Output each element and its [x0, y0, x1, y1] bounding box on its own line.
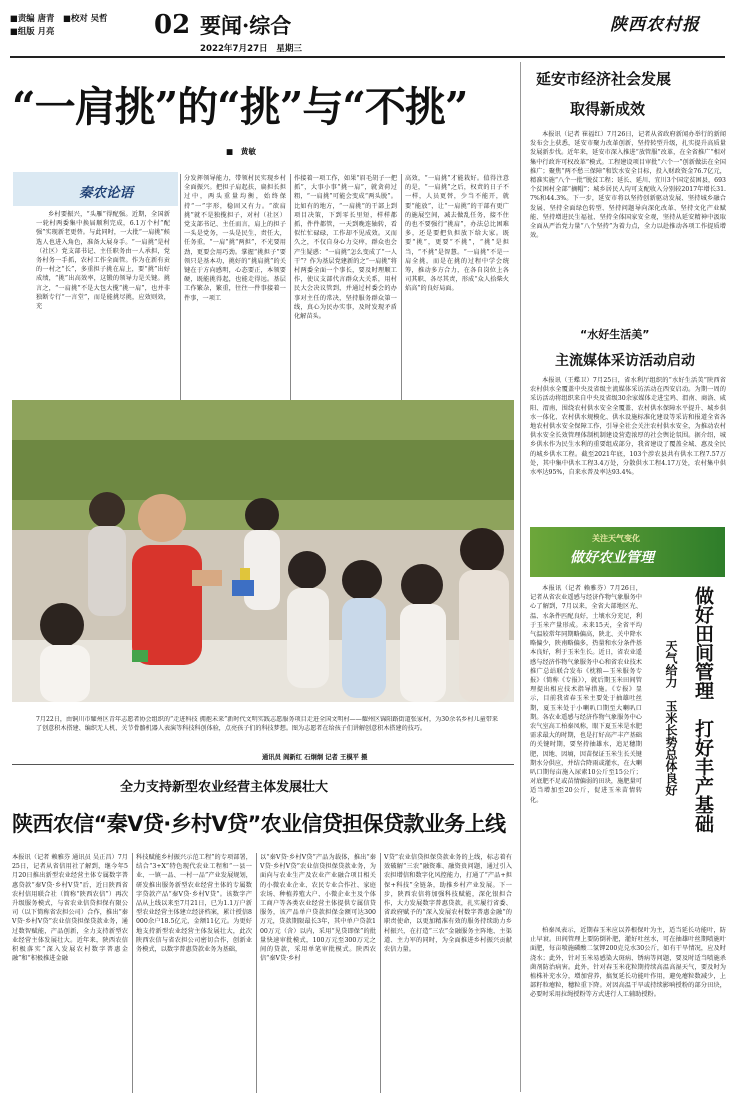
main-headline: “一肩挑”的“挑”与“不挑”: [12, 83, 468, 131]
bottom-col-divider-1: [132, 853, 133, 1093]
credit-editor: ■责编 唐青: [10, 13, 55, 23]
bottom-kicker: 全力支持新型农业经营主体发展壮大: [120, 780, 329, 795]
bottom-headline: 陕西农信“秦V贷·乡村V贷”农业信贷担保贷款业务上线: [12, 812, 506, 836]
news-photo: [12, 400, 514, 702]
divider-above-bottom: [12, 764, 514, 765]
bottom-col-divider-2: [256, 853, 257, 1093]
photo-credit: 通讯员 阎新红 石炯炯 记者 王模平 摄: [262, 754, 368, 761]
main-col-3: 作接着一项工作，如果“眉毛胡子一把抓”，大事小事“挑一肩”，就贪荷过粗，“一肩挑”可能会变成“两头脱”。比如有的地方，“一肩挑”的干部上到项目决策，下到零长里短，样样都抓，件件都管，一天到晚连轴转，看似忙忙碌碌，工作却不见成效。又而久之，不仅自身心力交瘁，群众也会产生疑惑：“一肩挑”怎么变成了“一人干”？作为基层党建新的之“一肩挑”将村两委全面一个事长，要及时理顺工作，使议支部代言群众大关系，用村民大会决议管到，并通过村委会的办事对主任的常决，坚持服务群众第一线，真心为民办实事，及时发现矛盾化解苗头。: [294, 175, 397, 321]
yanan-title-1: 延安市经济社会发展: [536, 70, 672, 88]
credit-proofreader: ■校对 吴哲: [63, 13, 108, 23]
page-number: 02: [154, 10, 191, 40]
paper-name: 陕西农村报: [610, 15, 700, 35]
header-rule: [10, 56, 725, 58]
bottom-col-divider-3: [380, 853, 381, 1093]
section-title: 要闻·综合: [200, 13, 292, 38]
main-col-4: 高效，“一肩挑”才能栽好。值得注意的是，“一肩挑”之后，权责的日子不一样，人员更替，少当不能开，就要“能放”，让“一肩挑”的干部有更广的施展空间，减去做乱任务，接不住的也不要强行“挑肩”，办法总比困难多，还是要把负担放下给大家。既要“挑”，更要“不挑”，“挑”是担当，“不挑”是智慧。“一肩挑”不是一肩全挑，而是在挑的过程中学会统筹，推动多方合力，在各自岗位上各司其职、各尽其责，形成“众人拾柴火焰高”的良好局面。: [405, 175, 509, 293]
photo-caption-text: 7月22日，由铜川市耀州区青年志愿者协会组织的“走进科技 拥抱未来”新时代文明实践志愿服务项目走进全国文明村——耀州区锦阳路街道张家村，为30余名乡村儿童带来了创意积木搭建、编织无人机、关节骨骼机器人表演等科技科创体验，点亮孩子们的科技梦想。图为志愿者在给孩子们讲解创意积木搭建的技巧。: [36, 716, 498, 732]
column-label: 秦农论语: [79, 185, 133, 201]
weather-banner: [530, 527, 725, 577]
weather-text-narrow: 本报讯（记者 赖雅芬）7月26日，记者从省农业遥感与经济作物气象服务中心了解到，7月以来，全省大部地区光、温、水条件匹配良好，土壤水分充足，利于玉米产量形成。未来15天，全省平均气温较常年同期略偏高，陕北、关中降水略偏少，陕南略偏多，热量和水分条件基本良好，利于玉米生长。近日，省农业遥感与经济作物气象服务中心和省农业技术推广总站联合发布《枕粮—玉米服务专报》（简称《专报》），就后期玉米田间管理提出相应技术指导措施。《专报》显示，目前我省春玉米主要处于抽雄吐丝期，夏玉米处于小喇叭口期至大喇叭口期。各农业遥感与经济作物气象服务中心农气室高工柏秦凤称，眼下夏玉米是水肥需求最大的时期，也是打好高产丰产基础的关键时期，要坚持抽雄水，追足穗期肥，因地、因墒，因苗保证玉米生长关键期水分供应，并结合降雨或灌水，在大喇叭口期每亩施入尿素10公斤至15公斤；对底肥不足或苗情偏弱的田块，施肥量可适当增加至20公斤，促进玉米苗情转化。: [530, 585, 642, 804]
water-text: 本报讯（王蝶卫）7月25日，省水利厅组织的“水好生活美”陕西省农村供水全覆盖中央及省级主流媒体采访活动在西安启动。为期一周的采访活动将组织来自中央及省级30余家媒体走进宝鸡、渭南、商洛、咸阳、渭南，围绕农村供水安全全覆盖、农村供水保障水平提升、城乡供水一体化、农村供水规模化、供水设施标准化建设等采访和报道全省各地农村供水安全保障工作，引导全社会关注农村供水安全，为推动农村供水安全长效管理体制机制建设营造浓厚的社会舆论氛围。据介绍，城乡供水作为民生水利的重要组成部分，我省建设了覆盖全城、惠及全民的城乡供水工程。截至2021年底，103个涉农县共有供水工程7.57万处，其中集中供水工程3.4万处，分散供水工程4.17万处，农村集中供水率达95%，自来水普及率达93.4%。: [530, 377, 726, 477]
main-col-2: 分发挥领导能力，带领村民实现乡村全面振兴。把担子肩起扶，扁担长担过中，两头重量均衡，始终保持“一”字形，稳固又有力。“欲肩挑”就不是独揽担子，对村（社区）党支部书记、主任而言，肩上的担子一头是党务，一头是民生，责任大，任务重，“一肩”挑“两担”，不光要用劲，更要会用巧劲。掌握“挑担子”要领只是基本功，挑好的“挑肩挑”的关键在于方向感明，心态要正，本领要硬，既能挑得起，也能走得远。基层工作繁杂，繁重，往往一件事接着一件事，一项工: [184, 175, 286, 302]
right-column-divider: [520, 62, 521, 1092]
bottom-col-1: 本报讯（记者 赖雅芬 通讯员 吴正昌）7月25日，记者从省信用社了解到，继今年5月20日推出新型农业经营主体专属数字普惠贷款“秦V贷·乡村V贷”后，近日陕西省农村信用联合社（简称“陕西农信”）再次升级服务模式，与省农业信贷担保有限公司（以下简称省农担公司）合作，推出“秦V贷·乡村V贷”农业信贷担保贷款业务，通过数智赋能，产品创新，全力支持新型农业经营主体发展壮大。近年来，陕西农信积极落实“深入发展农村数字普惠金融”和“积极推进金融: [12, 854, 128, 963]
header-credits: [10, 12, 150, 38]
weather-headline-main: 做好田间管理 打好丰产基础: [692, 586, 714, 833]
bottom-col-3: 以“秦V贷·乡村V贷”产品为载体，推出“秦V贷·乡村V贷”农业信贷担保贷款业务，为面向与农业生产及农业产业融合项目相关的小微农业企业、农民专业合作社、家庭农场、种植养殖大户、小微企业主及个体工商户等各类农业经营主体提供专属信贷服务，该产品单户贷款担保金额可达300万元，贷款期限最长3年，其中单户贷款100万元（含）以内，采用“见贷即保”的批量快速审批模式，100万元至300万元之间的贷款，采用单笔审批模式。陕西农信“秦V贷·乡村: [260, 854, 376, 963]
weather-banner-big: 做好农业管理: [570, 550, 654, 566]
bottom-col-2: 科技赋能乡村振兴示范工程”的专项部署，结合“3+X”特色现代农业工程和“一县一业、一镇一品、一村一品”产业发展规划，研发推出服务新型农业经营主体的专属数字贷款产品“秦V贷·乡村V贷”。该数字产品从上线以来至7月21日，已为1.1万户新型农业经营主体建立经济档案，累计授信8000余户18.5亿元，金额11亿元。为更好地支持新型农业经营主体发展壮大，此次陕西农信与省农担公司密切合作，创新业务模式，以数字普惠贷款业务为基础，: [136, 854, 252, 954]
weather-banner-small: 关注天气变化: [592, 533, 640, 543]
column-logo: [13, 172, 178, 206]
weather-headline-sub: 天气给力 玉米长势总体良好: [664, 640, 678, 796]
water-kicker: “水好生活美”: [580, 328, 650, 341]
photo-illustration: [12, 400, 514, 702]
water-title: 主流媒体采访活动启动: [555, 353, 695, 369]
yanan-title-2: 取得新成效: [570, 100, 646, 118]
credit-layout: ■组版 月亮: [10, 26, 55, 36]
main-author: ■ 黄敏: [226, 147, 256, 156]
issue-date: 2022年7月27日 星期三: [200, 44, 303, 54]
yanan-text: 本报讯（记者 崔福红）7月26日，记者从省政府新闻办举行的新闻发布会上获悉，延安市聚力改革创新，坚持转型升级，扎实提升高质量发展新步伐。近年来，延安市深入推进“放管服”改革，在全省推广“相对集中行政许可权改革”模式。工程建设项目审批“六个一”创新做法在全国推广；聚焦“两不愁三保障”和饮水安全目标，投入财政资金76.7亿元，精准实施“八个一批”脱贫工程；延长、延川、宜川3个国定贫困县，693个贫困村全部“摘帽”；城乡居民人均可支配收入分别较2017年增长31.7%和44.3%。下一步，延安市将以坚持创新驱动发展、坚持城乡融合发展、坚持全面绿色转型、坚持问题导向深化改革、坚持文化产业赋能、坚持增进民生福祉、坚持全体国家安全观，坚持从延安精神中汲取全面从严治党力量“八个坚持”为着力点，全力以赴推动各项工作提质增效。: [530, 131, 726, 240]
bottom-col-4: V贷”农业信贷担保贷款业务的上线，标志着有效破解“三农”融资难、融资贵问题，通过引入农担增信和数字化风控能力，打通了“产品+担保+科技”全链条，助推乡村产业发展。下一步，陕西农信将加强科技赋能，深化银担合作，大力发展数字普惠贷款，扎实履行省委、省政府赋予的“深入发展农村数字普惠金融”的职责使命，以更加精准有效的服务持续助力乡村振兴，在打造“三农”金融服务主阵地、主渠道、主力军的同时，为全面推进乡村振兴贡献农信力量。: [384, 854, 512, 954]
weather-text-wide: 柏秦凤表示，近期春玉米应以养根保叶为主，适当延长功能叶，防止早衰。田间管理上要防倒补肥，灌好吐丝水，可在抽雄叶丝期喷施叶面肥，每亩喷施磷酸二氢钾200克兑水30公斤，如有干旱情况，应及时浇水；此外，针对玉米易感染大斑病、锈病等问题，要及时适当喷施杀菌剂防治病害。此外，针对春玉米花粒期持续高温高湿天气，要及时为植株补充水分，增加营养，搞复延长功能叶作用，避免瘪粒数减少，上部籽粒瘪粒，穗粒重下降。对因高温干旱或持续影响授粉的部分田块，必要时采用拉绳授粉等方式进行人工辅助授粉。: [530, 927, 726, 999]
main-col-1: 乡村要振兴，“头雁”得配强。近期，全国新一轮村两委集中换届顺利完成，6.1万个村“配强”实现新老更替。与此同时，一大批“一肩挑”候选人也进入角色，准备大展身手。“一肩挑”是村（社区）党支部书记、主任职务由一人承担，党务村务一手抓，农村工作全面管。作为在新有贡的一村之“长”，多重担子挑在肩上，要“挑”出好成绩，“挑”出高效率，这锻的领导力是关键。挑言之，“一肩挑”不是大包大揽“挑一肩”，也并非独断专行“一言堂”，而是能挑尽挑，应效则效，充: [36, 211, 170, 311]
